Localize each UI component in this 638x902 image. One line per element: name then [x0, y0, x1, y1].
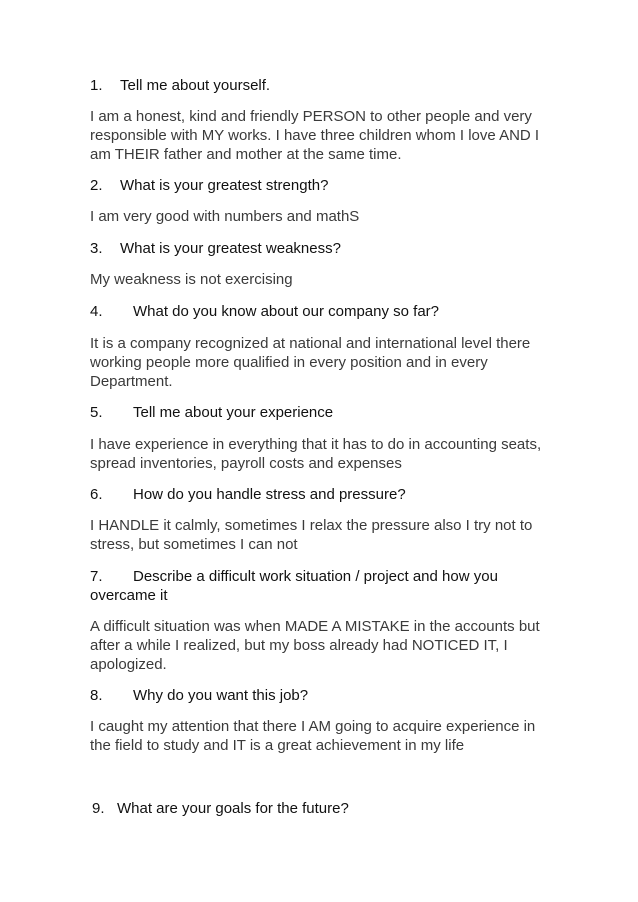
question-number: 2. — [90, 177, 103, 194]
question-number: 5. — [90, 404, 103, 421]
question-text: Why do you want this job? — [133, 687, 309, 704]
answer-3: My weakness is not exercising — [90, 271, 293, 288]
question-2 — [90, 176, 560, 195]
answer-6: I HANDLE it calmly, sometimes I relax the pressure also I try not to stress, but sometimes I can not — [90, 517, 533, 553]
question-number: 8. — [90, 687, 103, 704]
answer-2: I am very good with numbers and mathS — [90, 208, 360, 225]
question-number: 7. — [90, 568, 103, 585]
question-number: 1. — [90, 77, 103, 94]
question-text: Tell me about yourself. — [120, 77, 271, 94]
question-text: What do you know about our company so far? — [133, 303, 440, 320]
question-3 — [90, 239, 560, 258]
question-text: Tell me about your experience — [133, 404, 334, 421]
question-8 — [90, 686, 560, 705]
question-number: 6. — [90, 486, 103, 503]
question-7 — [90, 567, 560, 605]
question-text: How do you handle stress and pressure? — [133, 486, 406, 503]
question-9 — [92, 799, 562, 818]
answer-5: I have experience in everything that it has to do in accounting seats, spread inventories, payroll costs and expenses — [90, 436, 542, 472]
question-6 — [90, 485, 560, 504]
question-number: 4. — [90, 303, 103, 320]
answer-7: A difficult situation was when MADE A MISTAKE in the accounts but after a while I realized, but my boss already had NOTICED IT, I apologized. — [90, 618, 540, 673]
answer-1: I am a honest, kind and friendly PERSON to other people and very responsible with MY works. I have three children whom I love AND I am THEIR father and mother at the same time. — [90, 108, 540, 163]
question-5 — [90, 403, 560, 422]
question-text: What is your greatest weakness? — [120, 240, 341, 257]
question-text: What are your goals for the future? — [117, 800, 349, 817]
answer-4: It is a company recognized at national and international level there working people more qualified in every position and in every Department. — [90, 335, 531, 390]
question-number: 3. — [90, 240, 103, 257]
answer-8: I caught my attention that there I AM going to acquire experience in the field to study and IT is a great achievement in my life — [90, 718, 536, 754]
question-1 — [90, 76, 560, 95]
question-number: 9. — [92, 800, 105, 817]
question-4 — [90, 302, 560, 321]
question-text: Describe a difficult work situation / project and how you overcame it — [90, 568, 498, 604]
question-text: What is your greatest strength? — [120, 177, 329, 194]
